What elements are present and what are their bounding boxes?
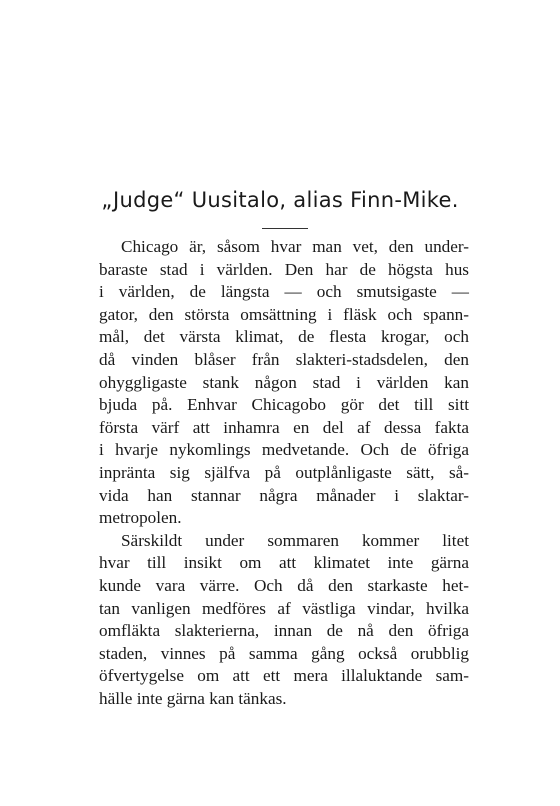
text-line: metropolen. (99, 508, 182, 528)
text-line: mål, det värsta klimat, de flesta krogar, och (99, 327, 469, 347)
text-line: i hvarje nykomlings medvetande. Och de öfriga (99, 440, 469, 460)
text-line: baraste stad i världen. Den har de högsta hus (99, 259, 469, 279)
text-line: omfläkta slakterierna, innan de nå den öfriga (99, 621, 469, 641)
text-line: bjuda på. Enhvar Chicagobo gör det till sitt (99, 395, 469, 415)
text-line: inpränta sig själfva på outplånligaste sätt, så- (99, 462, 469, 482)
text-line: ohyggligaste stank någon stad i världen kan (99, 372, 469, 392)
text-line: gator, den största omsättning i fläsk och spann- (99, 304, 469, 324)
text-line: öfvertygelse om att ett mera illaluktande sam- (99, 666, 469, 686)
text-line: hvar till insikt om att klimatet inte gärna (99, 553, 469, 573)
text-line: första värf att inhamra en del af dessa fakta (99, 417, 469, 437)
text-line: vida han stannar några månader i slaktar- (99, 485, 469, 505)
text-line: Särskildt under sommaren kommer litet (121, 530, 469, 550)
text-line: Chicago är, såsom hvar man vet, den under- (121, 237, 469, 256)
text-line: staden, vinnes på samma gång också orubblig (99, 643, 469, 663)
text-line: hälle inte gärna kan tänkas. (99, 688, 287, 708)
chapter-title: „Judge“ Uusitalo, alias Finn-Mike. (101, 188, 459, 212)
text-line: då vinden blåser från slakteri-stadsdelen, den (99, 349, 469, 369)
text-line: tan vanligen medföres af västliga vindar, hvilka (99, 598, 469, 618)
chapter-text (99, 236, 469, 710)
text-line: i världen, de längsta — och smutsigaste — (99, 282, 469, 302)
text-line: kunde vara värre. Och då den starkaste het- (99, 575, 469, 595)
title-divider (262, 228, 308, 229)
